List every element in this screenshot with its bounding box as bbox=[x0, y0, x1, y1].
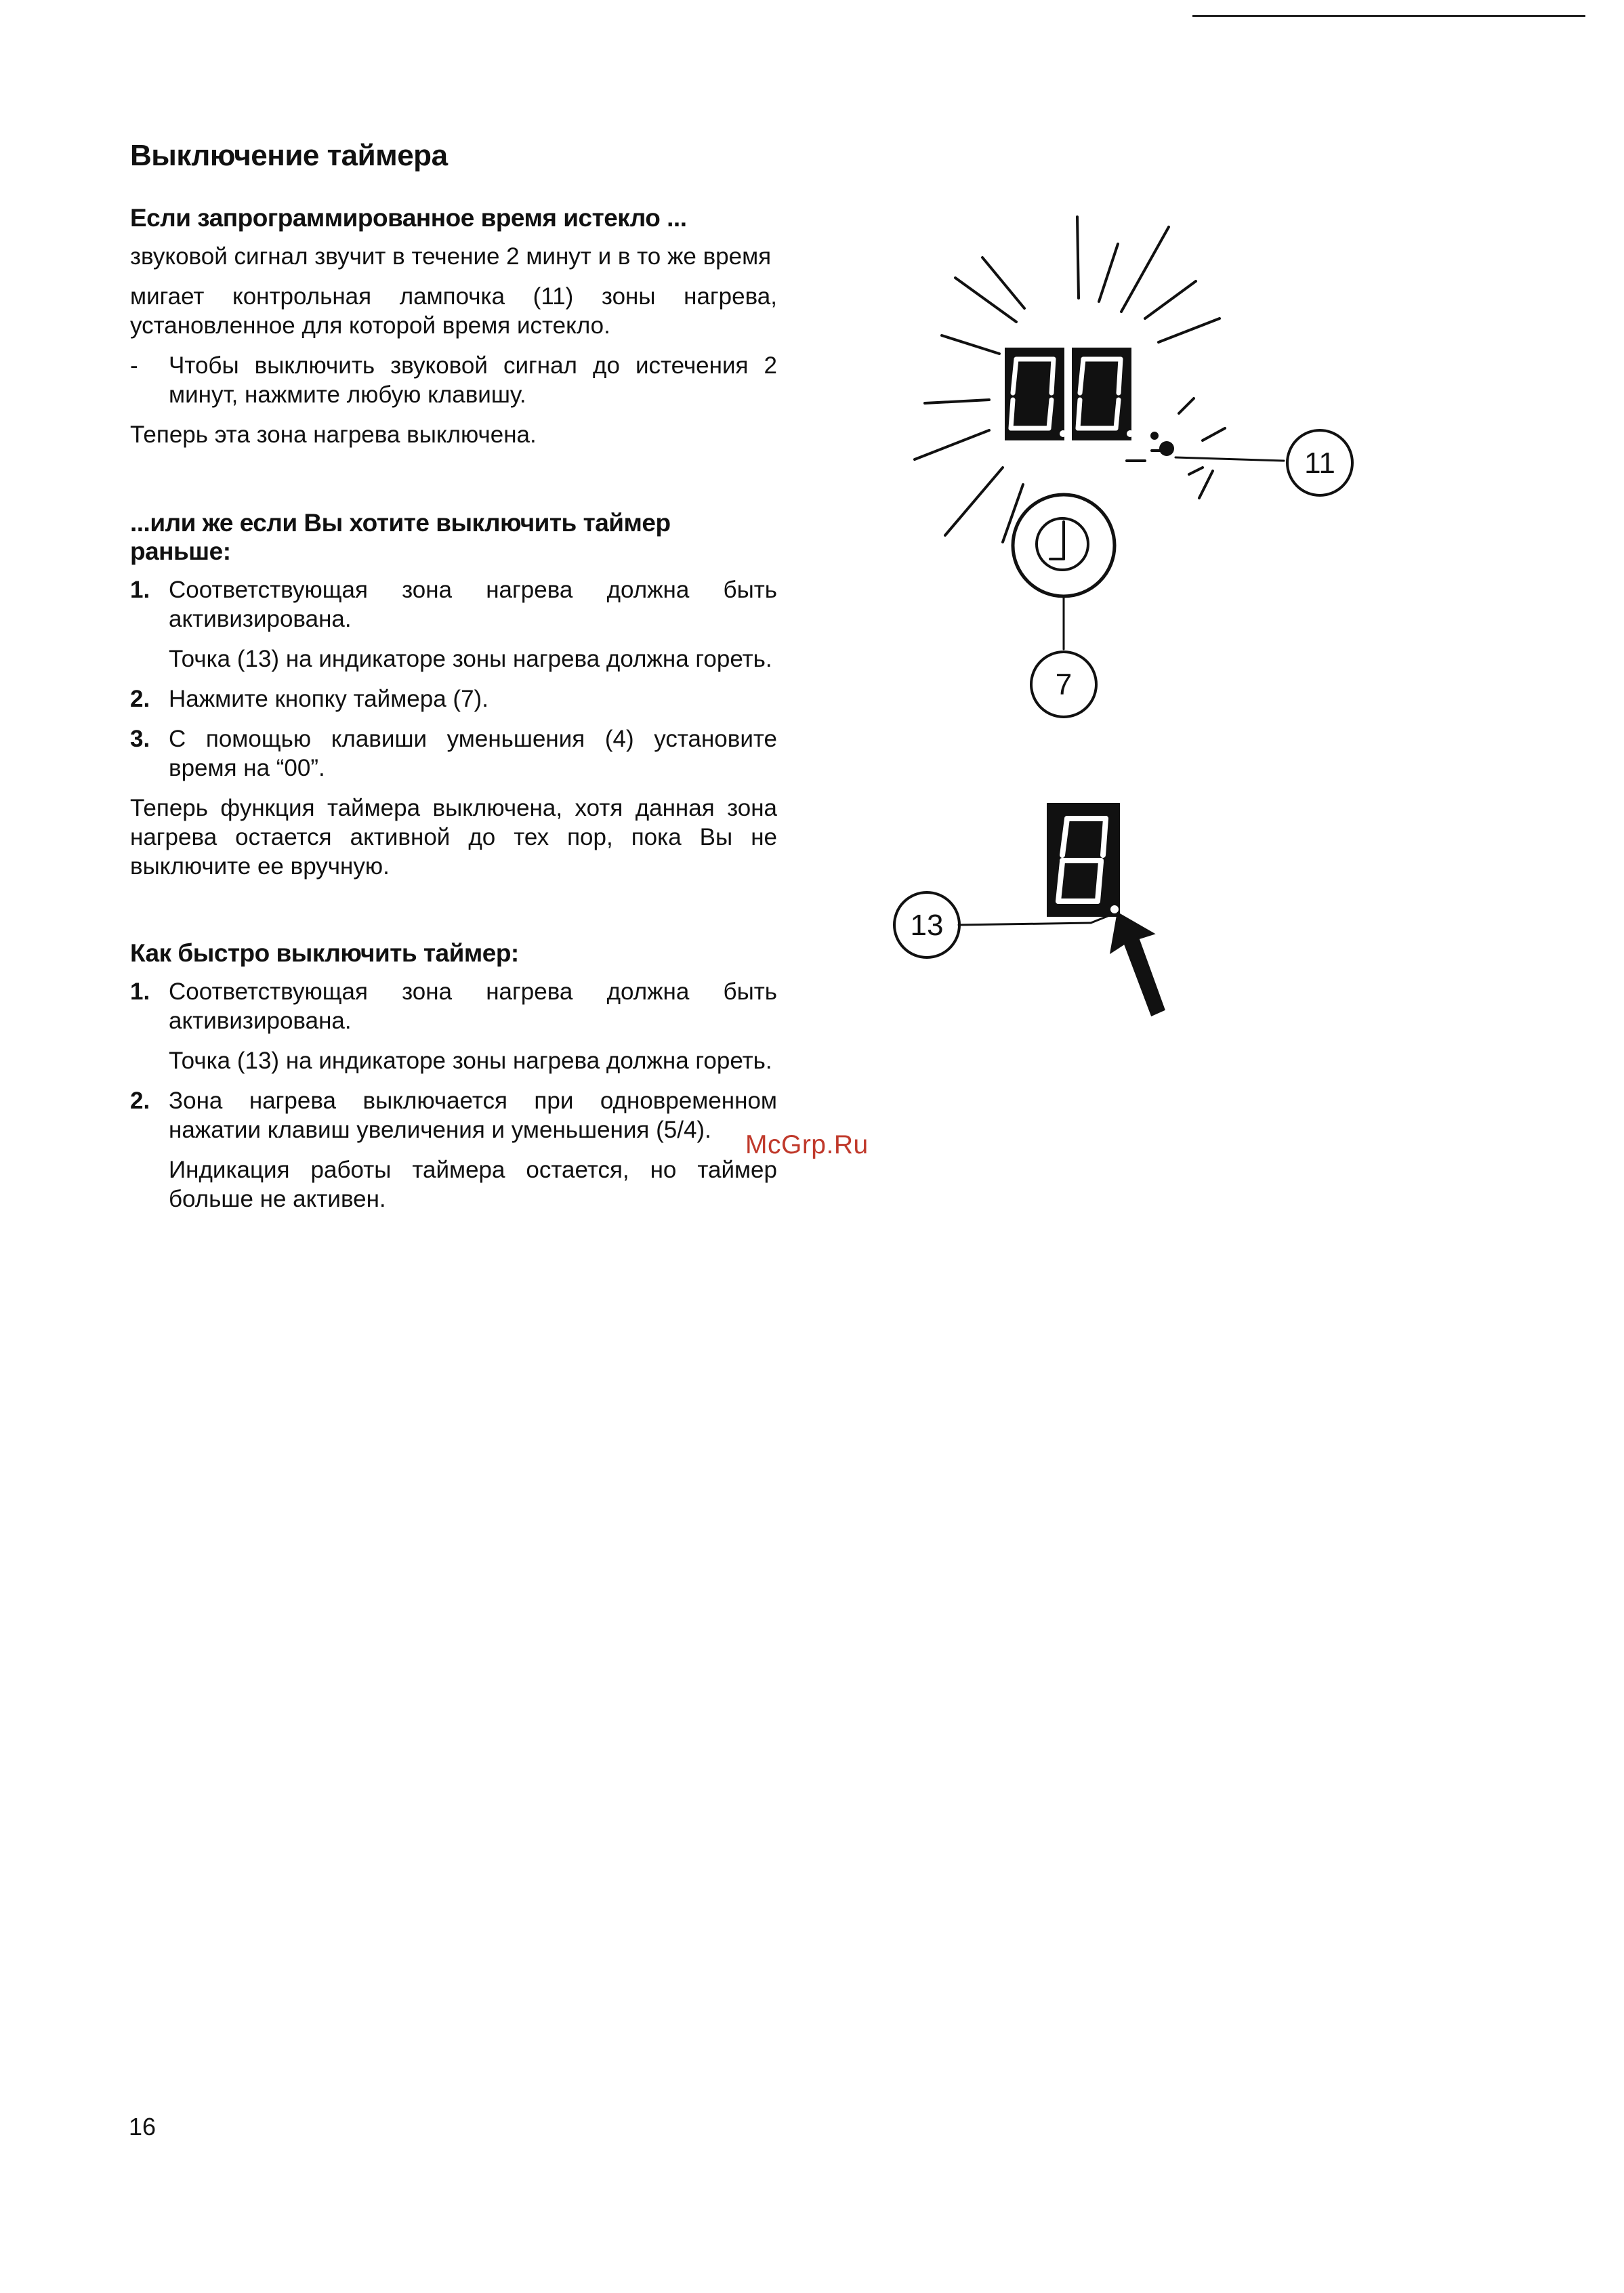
bullet-text: Чтобы выключить звуковой сигнал до истечения 2 минут, нажмите любую клавишу. bbox=[169, 352, 777, 408]
pointer-arrow-icon bbox=[1111, 913, 1164, 1015]
section1-p1: звуковой сигнал звучит в течение 2 минут и в то же время bbox=[130, 243, 772, 270]
label-13: 13 bbox=[910, 909, 944, 942]
item-text: Соответствующая зона нагрева должна быть активизирована. bbox=[169, 978, 777, 1034]
item-text: Зона нагрева выключается при одновременном нажатии клавиш увеличения и уменьшения (5/4). bbox=[169, 1088, 777, 1143]
item-text: С помощью клавиши уменьшения (4) установите время на “00”. bbox=[169, 726, 777, 781]
section3-item-1-sub: Точка (13) на индикаторе зоны нагрева должна гореть. bbox=[169, 1048, 772, 1074]
item-number: 3. bbox=[130, 726, 150, 752]
section2-after: Теперь функция таймера выключена, хотя данная зона нагрева остается активной до тех пор, пока Вы не выключите ее вручную. bbox=[130, 795, 777, 880]
section2-item-1-sub: Точка (13) на индикаторе зоны нагрева должна гореть. bbox=[169, 646, 772, 672]
item-number: 2. bbox=[130, 1088, 150, 1114]
digit-dot-icon bbox=[1127, 430, 1133, 437]
blink-rays bbox=[915, 217, 1225, 542]
section2-heading: ...или же если Вы хотите выключить таймер раньше: bbox=[130, 509, 671, 565]
section1-p3: Теперь эта зона нагрева выключена. bbox=[130, 421, 537, 448]
bullet-marker: - bbox=[130, 352, 138, 379]
item-text: Соответствующая зона нагрева должна быть активизирована. bbox=[169, 577, 777, 632]
section1-heading: Если запрограммированное время истекло ... bbox=[130, 204, 687, 232]
section1-p2: мигает контрольная лампочка (11) зоны нагрева, установленное для которой время истекло. bbox=[130, 283, 777, 339]
section3-heading: Как быстро выключить таймер: bbox=[130, 939, 519, 967]
item-number: 2. bbox=[130, 686, 150, 712]
page-title: Выключение таймера bbox=[130, 139, 448, 172]
item-text: Нажмите кнопку таймера (7). bbox=[169, 686, 488, 712]
timer-display-figure bbox=[915, 217, 1352, 717]
label-11: 11 bbox=[1304, 447, 1335, 480]
section3-item-2-sub: Индикация работы таймера остается, но таймер больше не активен. bbox=[169, 1157, 777, 1212]
digit-dot-icon bbox=[1150, 432, 1159, 440]
page-number: 16 bbox=[129, 2113, 157, 2141]
label-7: 7 bbox=[1055, 668, 1073, 701]
watermark: McGrp.Ru bbox=[745, 1130, 869, 1159]
digit-dot-icon bbox=[1060, 430, 1066, 437]
item-number: 1. bbox=[130, 577, 150, 603]
item-number: 1. bbox=[130, 978, 150, 1005]
control-lamp-icon bbox=[1159, 441, 1174, 456]
